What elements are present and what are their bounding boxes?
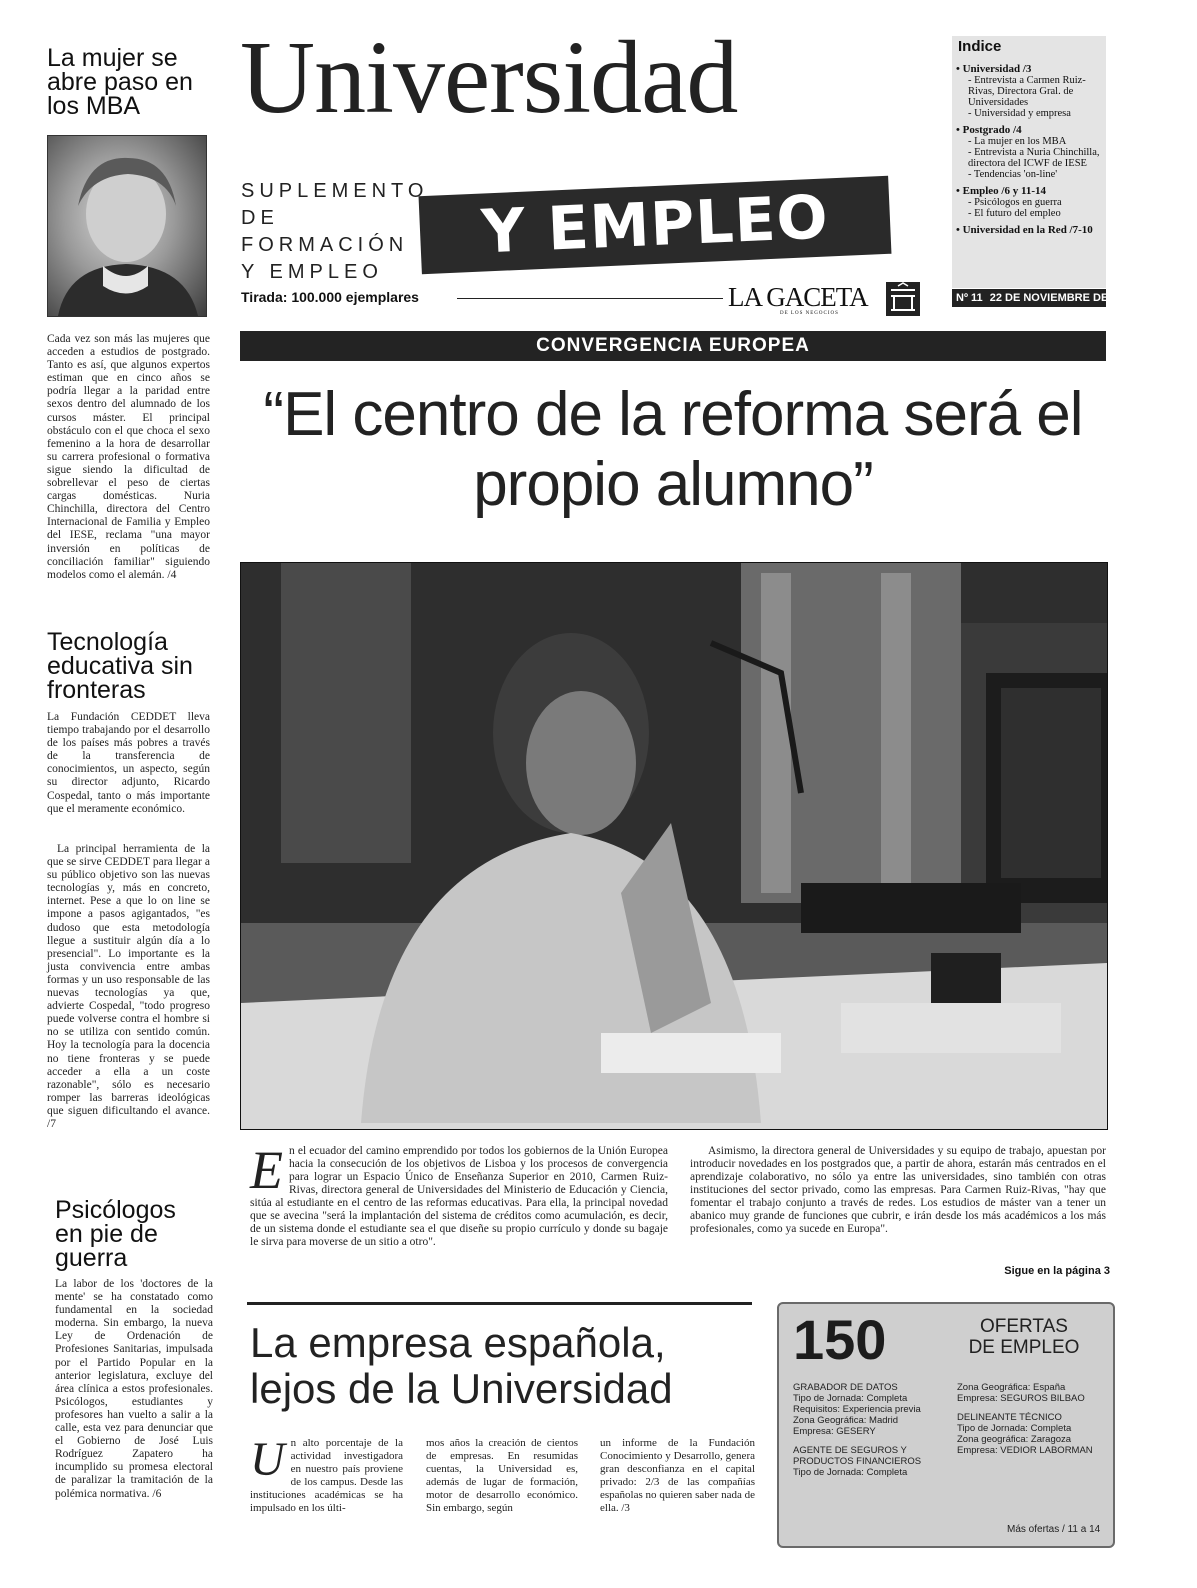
index-item: - El futuro del empleo <box>968 208 1061 219</box>
portrait-figure <box>48 136 206 316</box>
gaceta-emblem <box>886 282 920 316</box>
dropcap: E <box>250 1140 283 1200</box>
brand-y-empleo: Y EMPLEO <box>419 176 892 274</box>
job-title: AGENTE DE SEGUROS Y PRODUCTOS FINANCIEROS <box>793 1445 922 1467</box>
index-box <box>952 36 1106 288</box>
second-dropcap: U <box>250 1433 285 1486</box>
index-section <box>956 185 1102 219</box>
index-section-title: • Universidad /3 <box>956 63 1032 75</box>
sidebar-heading-mba: La mujer se abre paso en los MBA <box>47 44 193 120</box>
masthead-title: Universidad <box>240 20 738 135</box>
ofertas-more-link[interactable]: Más ofertas / 11 a 14 <box>1007 1524 1101 1535</box>
ofertas-left-col <box>793 1382 943 1478</box>
issue-badge <box>952 289 1136 307</box>
sidebar-text-tecnologia-1: La Fundación CEDDET lleva tiempo trabajando por el desarrollo de los países más pobres a través de la transferencia de conocimientos, un aspecto, según su director adjunto, Ricardo Cospedal, tanto o más importante que el meramente económico. <box>47 711 210 815</box>
sidebar-text-mba: Cada vez son más las mujeres que acceden a estudios de postgrado. Tanto es así, que algunos expertos estiman que en cinco años se podría llegar a la paridad entre sexos dentro del alumnado de los cursos máster. El principal obstáculo con el que choca el sexo femenino a la hora de desarrollar su carrera profesional o formativa sigue siendo la dificultad de sobrellevar el peso de ciertas cargas domésticas. Nuria Chinchilla, directora del Centro Internacional de Familia y Empleo del IESE, reclama "una mayor inversión en políticas de conciliación familiar" siguiendo modelos como el alemán. /4 <box>47 333 210 581</box>
suplemento-line-1: SUPLEMENTO <box>241 180 429 202</box>
job-title: DELINEANTE TÉCNICO <box>957 1412 1062 1423</box>
job-detail: Zona Geográfica: Madrid <box>793 1415 899 1426</box>
sidebar-text-tecnologia-2: La principal herramienta de la que se sirve CEDDET para llegar a su público objetivo son las nuevas tecnologías y, más en concreto, internet. Pese a que lo on line se impone a pasos agigantados, "es dudoso que esta metodología llegue a sustituir algún día a lo presencial". Lo importante es la justa convivencia entre ambas formas y un uso responsable de las nuevas tecnologías ya que, advierte Cospedal, "todo progreso puede volverse contra el hombre si no se utiliza con sentido común. Hoy la tecnología para la docencia no tiene fronteras y se puede acceder a ella a un coste razonable", sólo es necesario romper las barreras ideológicas que siguen dificultando el avance. /7 <box>47 843 210 1130</box>
continue-link[interactable]: Sigue en la página 3 <box>1004 1265 1110 1277</box>
second-headline: La empresa española, lejos de la Universidad <box>250 1319 673 1412</box>
main-headline: “El centro de la reforma será el propio alumno” <box>263 380 1083 519</box>
masthead-rule <box>457 298 723 299</box>
second-col-3: un informe de la Fundación Conocimiento y Desarrollo, genera gran desconfianza en el capital privado: 2/3 de las compañías españolas no quieren saber nada de ella. /3 <box>600 1437 755 1514</box>
job-detail: Tipo de Jornada: Completa <box>793 1467 908 1478</box>
ofertas-right-col <box>957 1382 1107 1456</box>
index-list <box>952 63 1106 236</box>
gaceta-logo: LA GACETA <box>728 282 868 312</box>
sidebar-heading-psicologos: Psicólogos en pie de guerra <box>55 1196 176 1272</box>
ofertas-count: 150 <box>793 1308 887 1371</box>
index-section-title: • Universidad en la Red /7-10 <box>956 224 1093 236</box>
ofertas-title <box>949 1316 1099 1358</box>
job-detail: Empresa: GESERY <box>793 1426 876 1437</box>
index-item: - La mujer en los MBA <box>968 136 1067 147</box>
index-section-title: • Postgrado /4 <box>956 124 1022 136</box>
ofertas-box[interactable] <box>777 1302 1115 1548</box>
job-listing[interactable] <box>957 1412 1107 1456</box>
job-detail: Tipo de Jornada: Completa <box>957 1423 1072 1434</box>
section-band: CONVERGENCIA EUROPEA <box>240 331 1106 361</box>
second-text-1: n alto porcentaje de la actividad investigadora en nuestro país proviene de los campus. Desde las instituciones académicas se ha impulsado en los últi- <box>250 1437 403 1514</box>
second-col-1 <box>250 1433 403 1515</box>
main-article-col-2: Asimismo, la directora general de Universidades y su equipo de trabajo, apuestan por introducir novedades en los postgrados que, a partir de ahora, estarán más centrados en el aprendizaje colaborativo, no sólo ya entre las universidades, sino también con otras instituciones del sector privado, como las empresas. Para Carmen Ruiz-Rivas, "hay que fomentar el trabajo conjunto a través de redes. Los estudios de máster van a tener un abanico muy grande de funciones que cubrir, e irán desde los más académicos a los más profesionales, como ya sucede en Europa". <box>690 1145 1106 1235</box>
job-detail: Tipo de Jornada: Completa <box>793 1393 908 1404</box>
issue-number: Nº 11 <box>956 292 983 304</box>
job-detail: Empresa: SEGUROS BILBAO <box>957 1393 1085 1404</box>
job-detail: Requisitos: Experiencia previa <box>793 1404 921 1415</box>
sidebar-heading-tecnologia: Tecnología educativa sin fronteras <box>47 628 193 704</box>
job-listing[interactable] <box>793 1445 943 1478</box>
index-section <box>956 63 1102 119</box>
suplemento-line-3: Y EMPLEO <box>241 261 383 283</box>
ofertas-title-1: OFERTAS <box>980 1316 1068 1337</box>
main-photo <box>240 562 1108 1130</box>
job-detail: Zona geográfica: Zaragoza <box>957 1434 1072 1445</box>
portrait-photo <box>47 135 207 317</box>
gaceta-sub: DE LOS NEGOCIOS <box>780 311 839 316</box>
second-story-rule <box>247 1302 752 1305</box>
job-listing[interactable] <box>957 1382 1107 1404</box>
index-item: - Entrevista a Nuria Chinchilla, directora del ICWF de IESE <box>968 147 1100 169</box>
ofertas-title-2: DE EMPLEO <box>968 1337 1080 1358</box>
index-item: - Tendencias 'on-line' <box>968 169 1058 180</box>
job-listing[interactable] <box>793 1382 943 1437</box>
index-item: - Entrevista a Carmen Ruiz-Rivas, Directora Gral. de Universidades <box>968 75 1086 108</box>
job-title: GRABADOR DE DATOS <box>793 1382 898 1393</box>
index-section <box>956 124 1102 180</box>
main-article-text-1: n el ecuador del camino emprendido por todos los gobiernos de la Unión Europea hacia la consecución de los objetivos de Lisboa y los procesos de convergencia para lograr un Espacio Único de Enseñanza Superior en 2010, Carmen Ruiz-Rivas, directora general de Universidades del Ministerio de Educación y Ciencia, sitúa al estudiante en el centro de las reformas educativas. Para ella, la principal novedad que se avecina "será la implantación del sistema de créditos como acumulación, es decir, de un sistema donde el estudiante sea el que diseñe su propio currículo y donde su bagaje le sirva para moverse de un sitio a otro". <box>250 1145 668 1248</box>
issue-date: 22 DE NOVIEMBRE DE 2004 <box>989 292 1136 304</box>
index-heading: Indice <box>958 38 1002 55</box>
job-detail: Zona Geográfica: España <box>957 1382 1066 1393</box>
main-article-col-1 <box>250 1140 668 1249</box>
emblem-icon <box>886 282 920 316</box>
index-section <box>956 224 1102 236</box>
job-detail: Empresa: VEDIOR LABORMAN <box>957 1445 1093 1456</box>
sidebar-text-psicologos: La labor de los 'doctores de la mente' se ha constatado como fundamental en la sociedad moderna. Sin embargo, la nueva Ley de Ordenación de Profesiones Sanitarias, impulsada por el Partido Popular en la anterior legislatura, excluye del área clínica a estos profesionales. Psicólogos, estudiantes y profesores han vuelto a salir a la calle, esta vez para denunciar que el Gobierno de José Luis Rodríguez Zapatero ha incumplido su promesa electoral de paralizar la tramitación de la polémica normativa. /6 <box>55 1278 213 1500</box>
suplemento-label <box>241 178 429 286</box>
index-item: - Universidad y empresa <box>968 108 1071 119</box>
photo-scene <box>241 563 1107 1129</box>
suplemento-line-2: DE FORMACIÓN <box>241 207 409 256</box>
index-section-title: • Empleo /6 y 11-14 <box>956 185 1047 197</box>
tirada-label: Tirada: 100.000 ejemplares <box>241 289 419 305</box>
second-col-2: mos años la creación de cientos de empresas. En resumidas cuentas, la Universidad es, además de lugar de formación, motor de desarrollo económico. Sin embargo, según <box>426 1437 578 1514</box>
index-item: - Psicólogos en guerra <box>968 197 1062 208</box>
